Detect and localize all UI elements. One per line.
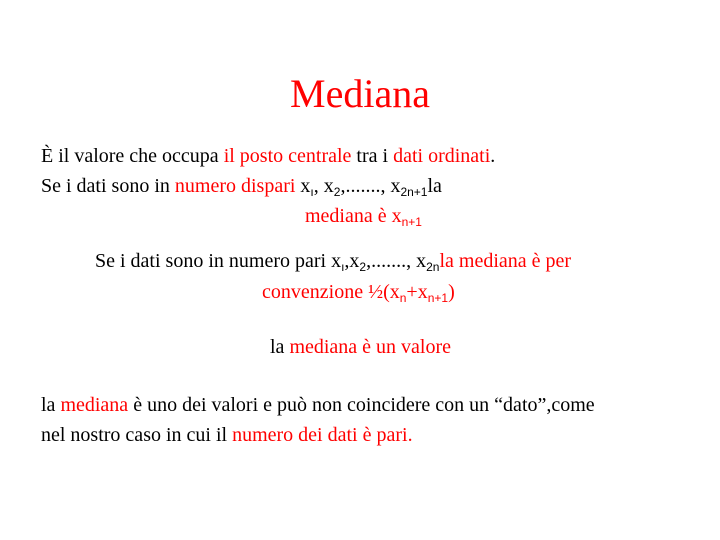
- subscript: 2n: [426, 260, 440, 274]
- text-segment: la: [41, 394, 61, 416]
- slide-title: Mediana: [290, 71, 430, 116]
- subscript: 2n+1: [400, 185, 428, 199]
- statement-line: [270, 333, 451, 361]
- note-line-2: [41, 421, 413, 449]
- text-segment: Se i dati sono in numero pari x: [95, 250, 342, 272]
- text-segment: , x: [313, 175, 334, 197]
- subscript: 2: [359, 260, 367, 274]
- text-segment: tra i: [351, 145, 394, 167]
- highlight-mediana-odd: mediana è x: [305, 205, 402, 227]
- text-segment: x: [295, 175, 311, 197]
- highlight-posto-centrale: il posto centrale: [223, 145, 352, 167]
- text-segment: ,x: [344, 250, 360, 272]
- highlight-mediana: mediana: [60, 394, 129, 416]
- text-segment: è uno dei valori e può non coincidere con un “dato”,come: [128, 394, 595, 416]
- text-segment: convenzione ½(x: [262, 281, 400, 303]
- text-segment: ,......., x: [340, 175, 401, 197]
- subscript: ı: [341, 260, 345, 274]
- text-segment: ): [448, 281, 455, 303]
- text-segment: È il valore che occupa: [41, 145, 224, 167]
- even-case-line: [95, 247, 571, 277]
- odd-case-line: [41, 172, 442, 202]
- highlight-mediana-even: la mediana è per: [439, 250, 572, 272]
- text-segment: nel nostro caso in cui il: [41, 424, 233, 446]
- note-line-1: [41, 391, 595, 419]
- subscript: 2: [333, 185, 341, 199]
- subscript: n+1: [401, 215, 422, 229]
- even-case-result: [262, 278, 455, 308]
- text-segment: ,......., x: [366, 250, 427, 272]
- subscript: ı: [310, 185, 314, 199]
- text-segment: .: [490, 145, 496, 167]
- highlight-numero-dati-pari: numero dei dati è pari.: [232, 424, 413, 446]
- text-segment: la: [427, 175, 442, 197]
- text-segment: +x: [406, 281, 428, 303]
- subscript: n+1: [427, 291, 449, 305]
- odd-case-result: [305, 202, 422, 232]
- subscript: n: [399, 291, 407, 305]
- text-segment: la: [270, 336, 290, 358]
- highlight-dati-ordinati: dati ordinati: [393, 145, 491, 167]
- highlight-mediana-valore: mediana è un valore: [289, 336, 452, 358]
- definition-line: [41, 142, 495, 170]
- text-segment: Se i dati sono in: [41, 175, 175, 197]
- highlight-numero-dispari: numero dispari: [174, 175, 296, 197]
